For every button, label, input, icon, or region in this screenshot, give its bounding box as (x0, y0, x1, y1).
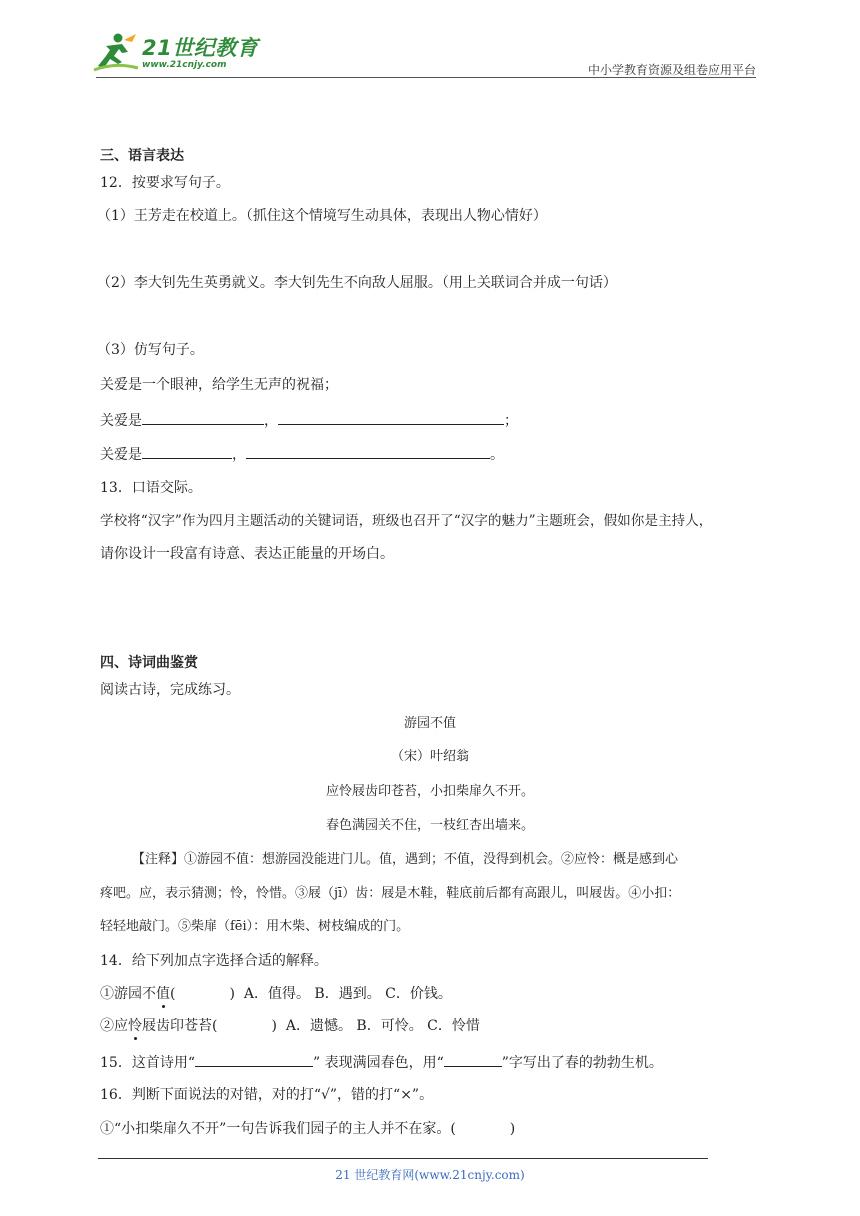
fill-line-1 (100, 410, 518, 430)
q14-2-close: ) (271, 1018, 277, 1034)
q15-blank-2[interactable] (444, 1052, 502, 1067)
note-line-3: 轻轻地敲门。⑤柴扉（fēi）：用木柴、树枝编成的门。 (100, 919, 410, 934)
logo-url: www.21cnjy.com (142, 60, 227, 70)
blank-2a[interactable] (142, 444, 232, 459)
note-line-2: 疼吧。应，表示猜测；怜，怜惜。③屐（jī）齿：屐是木鞋，鞋底前后都有高跟儿，叫屐齿。④小扣： (100, 886, 681, 901)
q12-3: （3）仿写句子。 (97, 342, 204, 358)
q14-2-dotted-char: 怜 (128, 1018, 142, 1034)
fill1-comma: ， (264, 413, 278, 429)
reading-intro: 阅读古诗，完成练习。 (100, 682, 240, 698)
q14-1-options: A．值得。 B．遇到。 C．价钱。 (243, 986, 452, 1002)
site-logo (92, 30, 262, 76)
q14-1 (100, 985, 452, 1003)
q13-text-2: 请你设计一段富有诗意、表达正能量的开场白。 (100, 546, 394, 562)
fill-line-2 (100, 444, 504, 464)
q16-1-text: ①“小扣柴扉久不开”一句告诉我们园子的主人并不在家。( (100, 1121, 456, 1137)
q16-1 (100, 1120, 515, 1138)
q15 (100, 1052, 663, 1072)
q14-1-text: ①游园不 (100, 986, 156, 1002)
fill2-period: 。 (490, 447, 504, 463)
q15-text-pre: 15．这首诗用“ (100, 1055, 195, 1071)
q14-1-open: ( (170, 986, 176, 1002)
blank-2b[interactable] (246, 444, 490, 459)
poem-line-2: 春色满园关不住，一枝红杏出墙来。 (325, 818, 534, 833)
poem-line-1: 应怜屐齿印苍苔，小扣柴扉久不开。 (325, 784, 534, 799)
q15-blank-1[interactable] (195, 1052, 313, 1067)
blank-1b[interactable] (278, 410, 504, 425)
q14-2-text-mid: 屐齿印苍苔( (142, 1018, 218, 1034)
q14-title: 14．给下列加点字选择合适的解释。 (100, 953, 328, 969)
section4-title: 四、诗词曲鉴赏 (100, 655, 198, 671)
blank-1a[interactable] (142, 410, 264, 425)
logo-title: 21世纪教育 (142, 36, 259, 60)
runner-logo-icon (92, 32, 140, 74)
fill2-prefix: 关爱是 (100, 447, 142, 463)
q14-2-options: A．遗憾。 B．可怜。 C．怜惜 (285, 1018, 480, 1034)
q16-1-close: ) (509, 1121, 516, 1137)
q15-text-mid: ” 表现满园春色，用“ (312, 1055, 444, 1071)
q12-1: （1）王芳走在校道上。（抓住这个情境写生动具体，表现出人物心情好） (97, 208, 547, 224)
q13-title: 13．口语交际。 (100, 480, 202, 496)
q13-text-1: 学校将“汉字”作为四月主题活动的关键词语，班级也召开了“汉字的魅力”主题班会，假如你是主持人， (100, 513, 713, 529)
fill1-semicolon: ； (504, 413, 518, 429)
poem-author: （宋）叶绍翁 (390, 749, 469, 764)
header-divider (96, 77, 756, 78)
q14-2 (100, 1017, 480, 1035)
q15-text-post: ”字写出了春的勃勃生机。 (501, 1055, 663, 1071)
footer-divider (98, 1158, 708, 1159)
example-sentence: 关爱是一个眼神，给学生无声的祝福； (100, 377, 338, 393)
section3-title: 三、语言表达 (100, 148, 184, 164)
note-line-1: 【注释】①游园不值：想游园没能进门儿。值，遇到；不值，没得到机会。②应怜：概是感到心 (132, 852, 679, 867)
q16-title: 16．判断下面说法的对错，对的打“√”，错的打“×”。 (100, 1087, 434, 1103)
q12-title: 12．按要求写句子。 (100, 175, 230, 191)
q14-1-close: ) (229, 986, 235, 1002)
page-header (0, 0, 860, 82)
platform-name: 中小学教育资源及组卷应用平台 (587, 63, 756, 77)
q14-2-text: ②应 (100, 1018, 128, 1034)
q14-1-dotted-char: 值 (156, 986, 170, 1002)
fill1-prefix: 关爱是 (100, 413, 142, 429)
poem-title: 游园不值 (403, 716, 456, 731)
fill2-comma: ， (232, 447, 246, 463)
footer-text[interactable]: 21 世纪教育网(www.21cnjy.com) (335, 1168, 525, 1182)
q12-2: （2）李大钊先生英勇就义。李大钊先生不向敌人屈服。（用上关联词合并成一句话） (97, 275, 617, 291)
